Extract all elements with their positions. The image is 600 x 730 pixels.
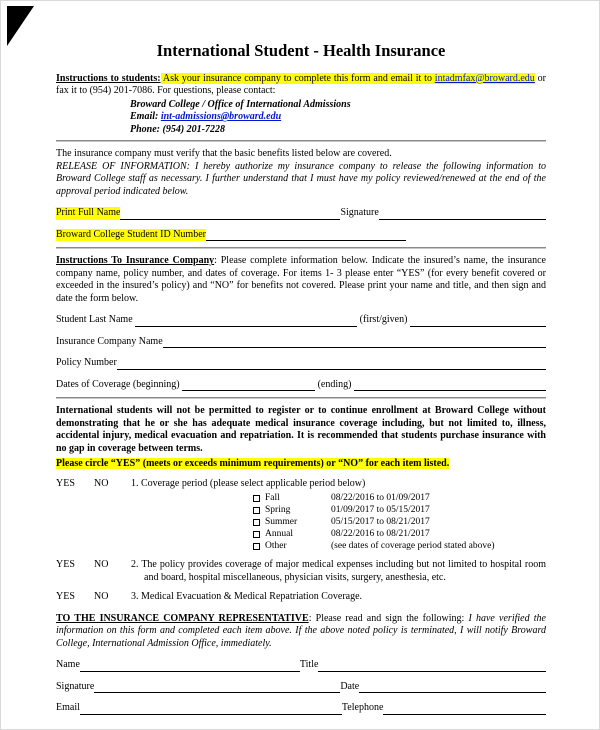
student-signature-line (379, 208, 546, 220)
item1-body (131, 478, 546, 553)
release-of-information-paragraph: RELEASE OF INFORMATION: I hereby authorize my insurance company to release the following information to Broward College staff as necessary. I further understand that I must have my policy reviewed/renewed at the end of the approval period indicated below. (56, 160, 546, 197)
item1-text: 1. Coverage period (please select applicable period below) (131, 477, 366, 489)
first-given-line (410, 315, 546, 327)
print-full-name-line (120, 208, 340, 220)
item1-yes-option[interactable]: YES (56, 477, 75, 489)
coverage-option-other (253, 540, 546, 552)
student-last-name-row (56, 314, 546, 327)
fall-label: Fall (265, 493, 280, 504)
section-divider-top (56, 140, 546, 142)
first-given-label: (first/given) (357, 314, 410, 326)
insurance-company-name-label: Insurance Company Name (56, 335, 163, 347)
coverage-option-summer (253, 516, 546, 528)
student-instructions-paragraph (56, 73, 546, 98)
rep-title-label: Title (299, 659, 319, 671)
spring-label: Spring (265, 505, 291, 516)
rep-name-label: Name (56, 659, 80, 671)
summer-dates: 05/15/2017 to 08/21/2017 (331, 517, 430, 528)
rep-date-line (359, 681, 546, 693)
student-instructions-label: Instructions to students: (56, 72, 161, 84)
student-id-line (206, 229, 406, 241)
admissions-email-link[interactable]: int-admissions@broward.edu (160, 111, 282, 123)
contact-email-label: Email: (130, 111, 161, 123)
section-divider-middle (56, 247, 546, 249)
rep-date-label: Date (340, 680, 360, 692)
other-dates: (see dates of coverage period stated above) (331, 541, 495, 552)
student-instructions-highlight: Ask your insurance company to complete this form and email it to (160, 72, 435, 84)
rep-signature-label: Signature (56, 680, 95, 692)
student-last-name-label: Student Last Name (56, 314, 136, 326)
coverage-option-spring (253, 504, 546, 516)
policy-number-label: Policy Number (56, 357, 117, 369)
summer-checkbox[interactable] (253, 519, 260, 526)
contact-phone-line: Phone: (954) 201-7228 (130, 123, 225, 135)
student-id-row (56, 229, 546, 242)
dates-ending-line (354, 379, 546, 391)
summer-option-label-group (253, 516, 331, 528)
coverage-option-annual (253, 528, 546, 540)
verify-line: The insurance company must verify that the basic benefits listed below are covered. (56, 148, 392, 160)
scan-corner-artifact (7, 6, 34, 46)
print-name-signature-row (56, 207, 546, 220)
coverage-period-options (253, 492, 546, 552)
policy-number-line (117, 358, 546, 370)
form-title: International Student - Health Insurance (156, 41, 446, 60)
item2-text: 2. The policy provides coverage of major medical expenses including but not limited to hospital room and board, hospital miscellaneous, physician visits, surgery, anesthesia, etc. (131, 559, 546, 583)
item2-yes-option[interactable]: YES (56, 559, 75, 571)
item-1-row (56, 478, 546, 553)
item-2-row (56, 559, 546, 584)
email-telephone-row (56, 702, 546, 715)
fall-dates: 08/22/2016 to 01/09/2017 (331, 493, 430, 504)
representative-statement: I have verified the information on this form and completed each item above. If the above noted policy is terminated, I will notify Broward College, International Admission Office, immediately. (56, 612, 546, 649)
item2-no-option[interactable]: NO (94, 559, 109, 571)
item3-no-option[interactable]: NO (94, 591, 109, 603)
circle-instruction-text: Please circle “YES” (meets or exceeds minimum requirements) or “NO” for each item listed. (56, 458, 450, 470)
other-checkbox[interactable] (253, 543, 260, 550)
section-divider-bottom (56, 397, 546, 399)
representative-paragraph (56, 613, 546, 651)
rep-email-label: Email (56, 702, 80, 714)
item3-text: 3. Medical Evacuation & Medical Repatriation Coverage. (131, 591, 363, 603)
student-instructions-after: or fax it to (954) 201-7086. For questions, please contact: (56, 72, 546, 97)
insurance-company-name-line (163, 336, 546, 348)
item1-no-option[interactable]: NO (94, 477, 109, 489)
contact-email-line (130, 111, 546, 124)
coverage-option-fall (253, 492, 546, 504)
representative-mid-text: : Please read and sign the following: (308, 612, 469, 624)
rep-telephone-label: Telephone (341, 702, 384, 714)
student-signature-label: Signature (340, 207, 379, 219)
contact-office-name: Broward College / Office of International Admissions (130, 98, 351, 110)
student-last-name-line (135, 315, 357, 327)
name-title-row (56, 659, 546, 672)
spring-dates: 01/09/2017 to 05/15/2017 (331, 505, 430, 516)
other-label: Other (265, 541, 287, 552)
signature-date-row (56, 681, 546, 694)
dates-ending-label: (ending) (315, 378, 354, 390)
print-full-name-label: Print Full Name (56, 207, 121, 219)
rep-signature-line (94, 681, 340, 693)
dates-beginning-line (182, 379, 315, 391)
item3-yes-option[interactable]: YES (56, 591, 75, 603)
rep-email-line (80, 703, 342, 715)
item-3-row (56, 591, 546, 604)
fall-checkbox[interactable] (253, 495, 260, 502)
insurance-instructions-text: : Please complete information below. Indicate the insured’s name, the insurance company name, policy number, and dates of coverage. For items 1- 3 please enter “YES” (for every benefit covered or exceeded in the insured’s policy) and “NO” for benefits not covered. Please print your name and title, and then sign and date the form below. (56, 255, 546, 304)
representative-label: TO THE INSURANCE COMPANY REPRESENTATIVE (56, 612, 309, 624)
insurance-instructions-label: Instructions To Insurance Company (56, 255, 215, 267)
annual-option-label-group (253, 528, 331, 540)
form-content (56, 41, 546, 715)
fax-email-link[interactable]: intadmfax@broward.edu (434, 72, 535, 84)
dates-of-coverage-row (56, 379, 546, 392)
enrollment-notice-paragraph: International students will not be permitted to register or to continue enrollment at Broward College without demonstrating that he or she has adequate medical insurance coverage including, but not limited to, illness, accidental injury, medical evacuation and repatriation. It is recommended that students purchase insurance with no gap in coverage between terms. (56, 405, 546, 454)
insurance-company-name-row (56, 336, 546, 349)
annual-dates: 08/22/2016 to 08/21/2017 (331, 529, 430, 540)
rep-telephone-line (383, 703, 546, 715)
spring-option-label-group (253, 504, 331, 516)
student-id-label: Broward College Student ID Number (56, 228, 206, 240)
rep-title-line (318, 660, 546, 672)
annual-label: Annual (265, 529, 293, 540)
contact-block (130, 99, 546, 137)
policy-number-row (56, 357, 546, 370)
annual-checkbox[interactable] (253, 531, 260, 538)
other-option-label-group (253, 540, 331, 552)
circle-instruction-row (56, 458, 546, 471)
spring-checkbox[interactable] (253, 507, 260, 514)
summer-label: Summer (265, 517, 298, 528)
insurance-company-instructions-paragraph (56, 255, 546, 305)
rep-name-line (80, 660, 300, 672)
dates-beginning-label: Dates of Coverage (beginning) (56, 378, 183, 390)
fall-option-label-group (253, 492, 331, 504)
